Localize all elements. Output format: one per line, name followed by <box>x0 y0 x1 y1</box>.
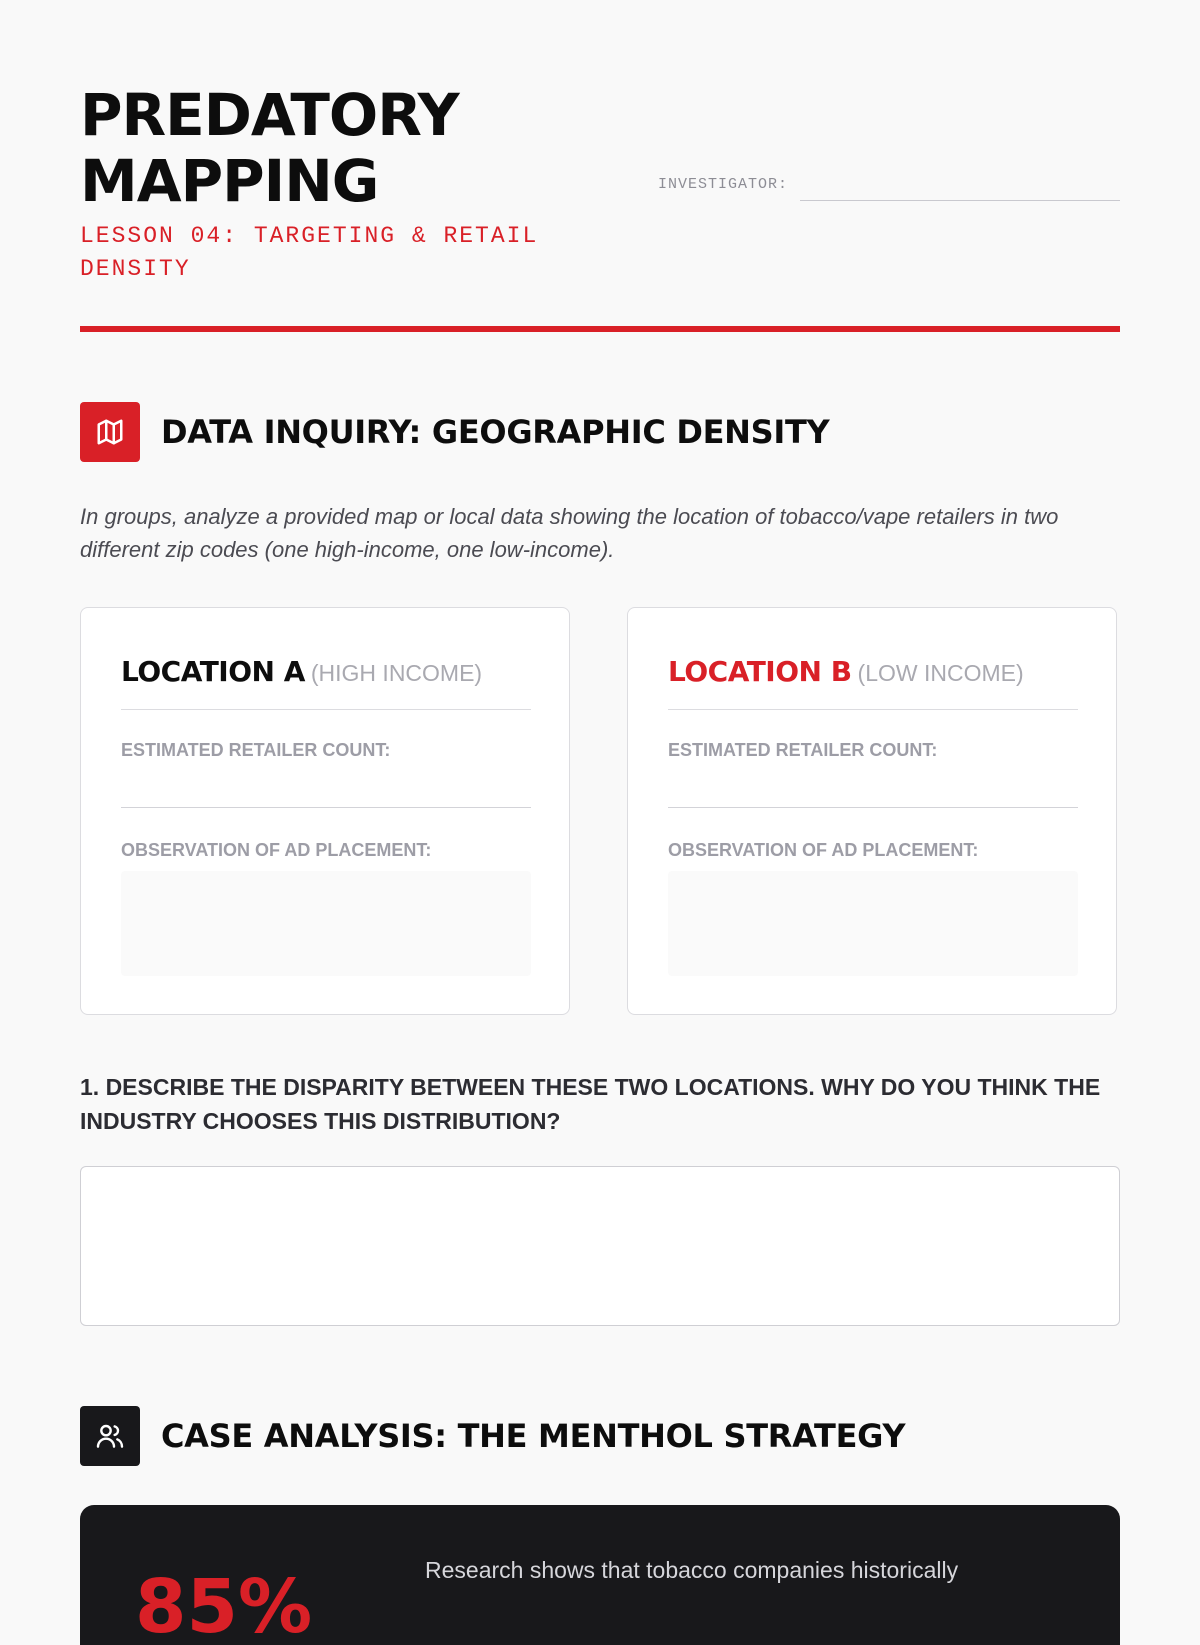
section-case-analysis-header <box>80 1406 1120 1466</box>
location-b-name: LOCATION B <box>668 655 852 688</box>
location-a-count-input[interactable] <box>121 768 531 808</box>
location-a-divider <box>121 709 531 710</box>
menthol-case-text: Research shows that tobacco companies historically <box>425 1557 959 1583</box>
question-1-prompt: 1. DESCRIBE THE DISPARITY BETWEEN THESE TWO LOCATIONS. WHY DO YOU THINK THE INDUSTRY CHOOSES THIS DISTRIBUTION? <box>80 1074 1101 1134</box>
investigator-input[interactable] <box>800 200 1120 201</box>
investigator-label: INVESTIGATOR: <box>658 176 789 193</box>
location-b-card <box>627 607 1117 1015</box>
worksheet-page <box>80 0 1120 1645</box>
section-case-analysis-title: CASE ANALYSIS: THE MENTHOL STRATEGY <box>161 1417 906 1455</box>
location-b-count-label: ESTIMATED RETAILER COUNT: <box>668 740 938 760</box>
location-b-divider <box>668 709 1078 710</box>
map-icon <box>80 402 140 462</box>
question-1-answer-box[interactable] <box>80 1166 1120 1326</box>
location-a-income: (HIGH INCOME) <box>310 660 483 686</box>
users-icon <box>80 1406 140 1466</box>
page-title-line-1: PREDATORY <box>80 81 459 149</box>
location-b-income: (LOW INCOME) <box>857 660 1024 686</box>
location-a-ad-input[interactable] <box>121 871 531 976</box>
location-b-count-input[interactable] <box>668 768 1078 808</box>
investigator-field <box>658 172 1120 202</box>
page-title <box>80 82 640 214</box>
location-a-heading <box>121 655 531 688</box>
location-a-ad-label: OBSERVATION OF AD PLACEMENT: <box>121 840 432 860</box>
section-data-inquiry-title: DATA INQUIRY: GEOGRAPHIC DENSITY <box>161 413 830 451</box>
location-a-count-label: ESTIMATED RETAILER COUNT: <box>121 740 391 760</box>
section-data-inquiry-header <box>80 402 1120 462</box>
location-b-heading <box>668 655 1078 688</box>
location-a-name: LOCATION A <box>121 655 305 688</box>
page-title-line-2: MAPPING <box>80 147 379 215</box>
location-b-ad-input[interactable] <box>668 871 1078 976</box>
section-data-inquiry-intro: In groups, analyze a provided map or local data showing the location of tobacco/vape retailers in two different zip codes (one high-income, one low-income). <box>80 504 1059 562</box>
menthol-stat: 85% <box>135 1564 313 1645</box>
worksheet-header <box>80 82 1120 332</box>
menthol-case-panel <box>80 1505 1120 1645</box>
lesson-subtitle: LESSON 04: TARGETING & RETAIL DENSITY <box>80 223 539 282</box>
location-a-card <box>80 607 570 1015</box>
location-b-ad-label: OBSERVATION OF AD PLACEMENT: <box>668 840 979 860</box>
header-divider <box>80 326 1120 332</box>
